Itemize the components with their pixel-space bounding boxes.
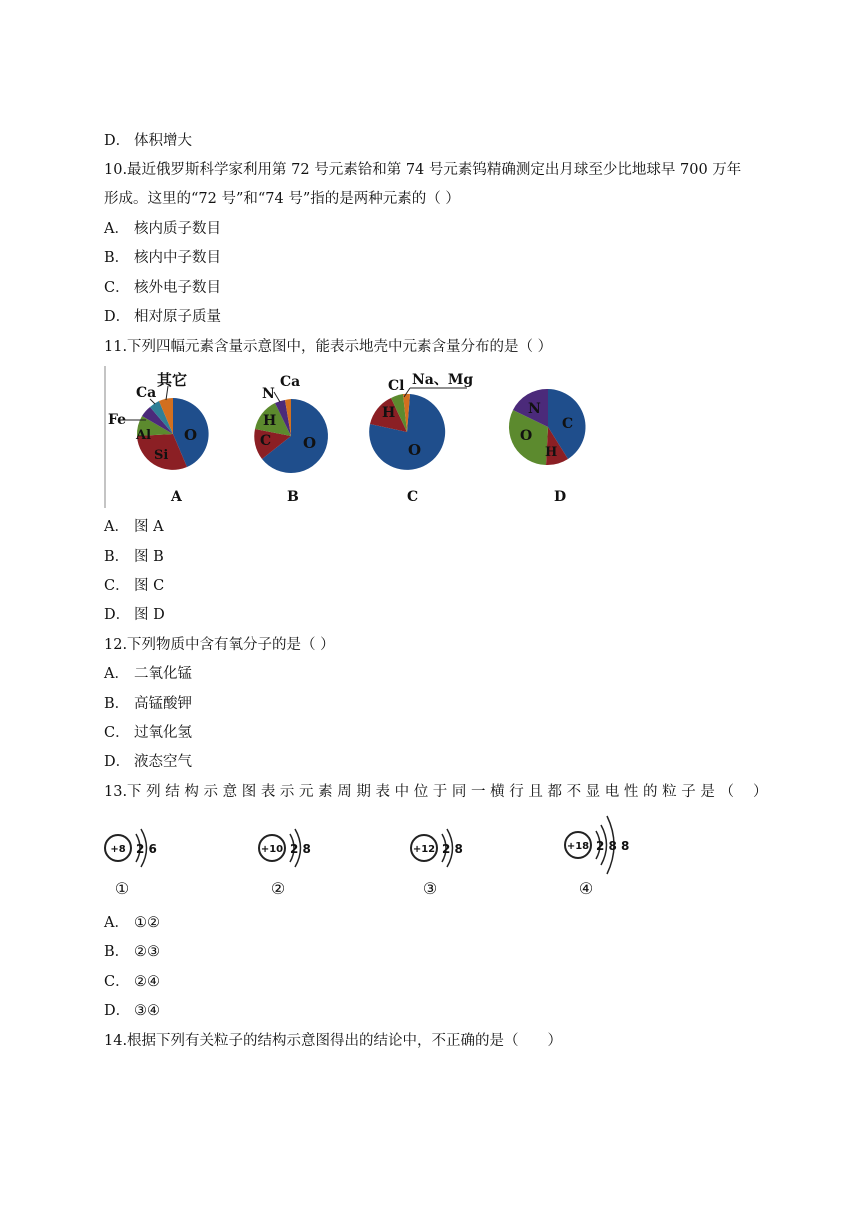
option-text: 高锰酸钾 xyxy=(134,696,192,712)
option-letter: C． xyxy=(104,280,130,296)
option-text: ②③ xyxy=(134,944,160,960)
option-text: 图 D xyxy=(134,607,165,623)
pie-c-label-na-mg: Na、Mg xyxy=(412,372,474,388)
pie-b-label-ca: Ca xyxy=(280,374,301,390)
nucleus-charge: +10 xyxy=(260,844,284,855)
option-letter: D． xyxy=(104,1003,131,1019)
option-text: 过氧化氢 xyxy=(134,725,192,741)
caption-d: D xyxy=(554,489,567,505)
caption-c: C xyxy=(407,489,419,505)
option-text: ①② xyxy=(134,915,160,931)
atom-3 xyxy=(411,829,463,898)
atom-4 xyxy=(565,816,629,898)
option-letter: D． xyxy=(104,309,131,325)
atom-structure-diagrams xyxy=(102,812,632,904)
option-text: 核内质子数目 xyxy=(134,221,221,237)
option-text: 二氧化锰 xyxy=(134,666,192,682)
caption-a: A xyxy=(171,489,182,505)
q14-stem: 14.根据下列有关粒子的结构示意图得出的结论中，不正确的是（ ） xyxy=(104,1033,563,1049)
option-letter: D． xyxy=(104,754,131,770)
pie-a-label-o: O xyxy=(184,426,198,444)
nucleus-charge: +18 xyxy=(566,841,590,852)
q13-option-a xyxy=(104,913,160,933)
option-letter: D． xyxy=(104,133,131,149)
option-text: 图 B xyxy=(134,549,164,565)
q11-stem: 11.下列四幅元素含量示意图中，能表示地壳中元素含量分布的是（ ） xyxy=(104,339,553,355)
pie-d-label-c: C xyxy=(562,416,574,432)
option-letter: B． xyxy=(104,549,130,565)
pie-a-label-si: Si xyxy=(154,448,169,463)
q10-option-d xyxy=(104,307,221,327)
q12-option-b xyxy=(104,694,192,714)
atom-mark: ① xyxy=(114,879,130,898)
q11-option-d xyxy=(104,605,165,625)
q10-option-a xyxy=(104,219,221,239)
pie-c-label-o: O xyxy=(408,441,422,459)
option-letter: D． xyxy=(104,607,131,623)
option-letter: B． xyxy=(104,944,130,960)
option-letter: C． xyxy=(104,578,130,594)
option-text: 体积增大 xyxy=(134,133,192,149)
shell-electrons: 2 8 xyxy=(442,842,463,856)
shell-electrons: 2 8 xyxy=(290,842,311,856)
pie-d-label-n: N xyxy=(528,401,541,417)
q13-option-d xyxy=(104,1001,160,1021)
option-letter: A． xyxy=(104,519,129,535)
q12-option-d xyxy=(104,752,192,772)
nucleus-charge: +8 xyxy=(110,844,126,855)
caption-b: B xyxy=(287,489,299,505)
q13-option-b xyxy=(104,942,160,962)
option-letter: A． xyxy=(104,666,129,682)
pie-b-label-n: N xyxy=(262,386,275,402)
q12-option-c xyxy=(104,723,192,743)
option-text: 核外电子数目 xyxy=(134,280,221,296)
option-letter: C． xyxy=(104,725,130,741)
option-letter: A． xyxy=(104,915,129,931)
pie-d xyxy=(500,384,600,510)
option-letter: A． xyxy=(104,221,129,237)
q11-pie-figure xyxy=(102,364,482,510)
pie-a-label-fe: Fe xyxy=(108,412,127,428)
q13-atom-figure xyxy=(102,812,632,904)
shell-electrons: 2 6 xyxy=(136,842,157,856)
pie-a-label-al: Al xyxy=(136,428,152,443)
q11-option-c xyxy=(104,576,164,596)
pie-b-n-leader xyxy=(274,392,280,402)
shell-electrons: 2 8 8 xyxy=(596,839,630,853)
atom-mark: ② xyxy=(270,879,286,898)
pie-d-label-o: O xyxy=(520,428,533,444)
pie-a-label-other: 其它 xyxy=(157,371,188,389)
q11-option-a xyxy=(104,517,164,537)
atom-2 xyxy=(259,829,311,898)
pie-a-label-ca: Ca xyxy=(136,385,157,401)
option-text: 图 C xyxy=(134,578,165,594)
option-text: ②④ xyxy=(134,974,160,990)
atom-mark: ④ xyxy=(578,879,594,898)
q10-option-c xyxy=(104,278,221,298)
pie-c xyxy=(369,372,473,505)
pie-b-label-h: H xyxy=(263,413,277,429)
q11-option-b xyxy=(104,547,164,567)
option-text: 相对原子质量 xyxy=(134,309,221,325)
q10-stem-line1: 10.最近俄罗斯科学家利用第 72 号元素铪和第 74 号元素钨精确测定出月球至少比地球早 700 万年 xyxy=(104,162,742,178)
q10-stem-line2: 形成。这里的“72 号”和“74 号”指的是两种元素的（ ） xyxy=(104,191,460,207)
option-letter: C． xyxy=(104,974,130,990)
pie-d-label-h: H xyxy=(545,445,558,460)
pie-b xyxy=(254,374,328,505)
option-text: 液态空气 xyxy=(134,754,192,770)
pie-a xyxy=(108,371,209,505)
option-letter: B． xyxy=(104,696,130,712)
pie-b-label-o: O xyxy=(303,434,317,452)
option-text: 核内中子数目 xyxy=(134,250,221,266)
nucleus-charge: +12 xyxy=(412,844,436,855)
q10-option-b xyxy=(104,248,221,268)
pie-b-label-c: C xyxy=(260,433,272,449)
element-content-pies xyxy=(102,364,482,510)
q13-stem: 13.下 列 结 构 示 意 图 表 示 元 素 周 期 表 中 位 于 同 一 横 行 且 都 不 显 电 性 的 粒 子 是 （ ） xyxy=(104,784,768,800)
q12-option-a xyxy=(104,664,192,684)
atom-1 xyxy=(105,829,157,898)
option-text: 图 A xyxy=(134,519,164,535)
atom-mark: ③ xyxy=(422,879,438,898)
pie-c-label-cl: Cl xyxy=(388,378,405,394)
q13-option-c xyxy=(104,972,160,992)
option-letter: B． xyxy=(104,250,130,266)
q12-stem: 12.下列物质中含有氧分子的是（ ） xyxy=(104,637,335,653)
q11-pie-d-figure xyxy=(500,384,600,510)
q9-option-d xyxy=(104,131,192,151)
option-text: ③④ xyxy=(134,1003,160,1019)
pie-c-label-h: H xyxy=(382,405,396,421)
